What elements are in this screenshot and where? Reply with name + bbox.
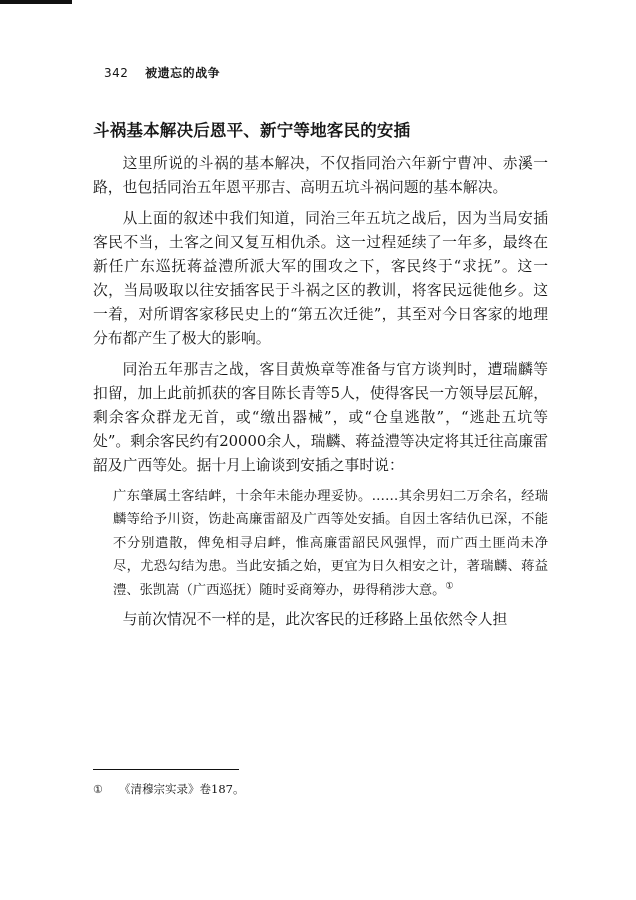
footnote-text: 《清穆宗实录》卷187。 [119,782,245,796]
footnote [93,781,244,798]
book-title: 被遗忘的战争 [145,66,221,80]
page-number: 342 [104,66,129,80]
footnote-reference[interactable]: ① [445,581,454,592]
paragraph: 这里所说的斗祸的基本解决，不仅指同治六年新宁曹冲、赤溪一路，也包括同治五年恩平那吉、高明五坑斗祸问题的基本解决。 [93,155,548,196]
footnote-marker: ① [93,783,103,796]
paragraph: 从上面的叙述中我们知道，同治三年五坑之战后，因为当局安插客民不当，土客之间又复互相仇杀。这一过程延续了一年多，最终在新任广东巡抚蒋益澧所派大军的围攻之下，客民终于“求抚”。这一次，当局吸取以往安插客民于斗祸之区的教训，将客民远徙他乡。这一着，对所谓客家移民史上的“第五次迁徙”，其至对今日客家的地理分布都产生了极大的影响。 [93,210,548,347]
body-text [93,152,548,639]
paragraph: 与前次情况不一样的是，此次客民的迁移路上虽依然令人担 [122,611,508,629]
running-head [104,64,220,81]
quote-text: 广东肇属土客结衅，十余年未能办理妥协。……其余男妇二万余名，经瑞麟等给予川资，饬赴高廉雷韶及广西等处安插。自因土客结仇已深，不能不分别遣散，俾免相寻启衅，惟高廉雷韶民风强悍，而广西土匪尚未净尽，尤恐勾结为患。当此安插之始，更宜为日久相安之计，著瑞麟、蒋益澧、张凯嵩（广西巡抚）随时妥商筹办，毋得稍涉大意。 [113,489,548,598]
footnote-divider [93,769,239,770]
page-edge-rule [0,0,72,4]
section-title: 斗祸基本解决后恩平、新宁等地客民的安插 [93,121,411,140]
paragraph: 同治五年那吉之战，客目黄焕章等准备与官方谈判时，遭瑞麟等扣留，加上此前抓获的客目陈长青等5人，使得客民一方领导层瓦解，剩余客众群龙无首，或“缴出器械”，或“仓皇逃散”，“逃赴五坑等处”。剩余客民约有20000余人，瑞麟、蒋益澧等决定将其迁往高廉雷韶及广西等处。据十月上谕谈到安插之事时说： [93,361,548,474]
block-quote [93,485,548,602]
